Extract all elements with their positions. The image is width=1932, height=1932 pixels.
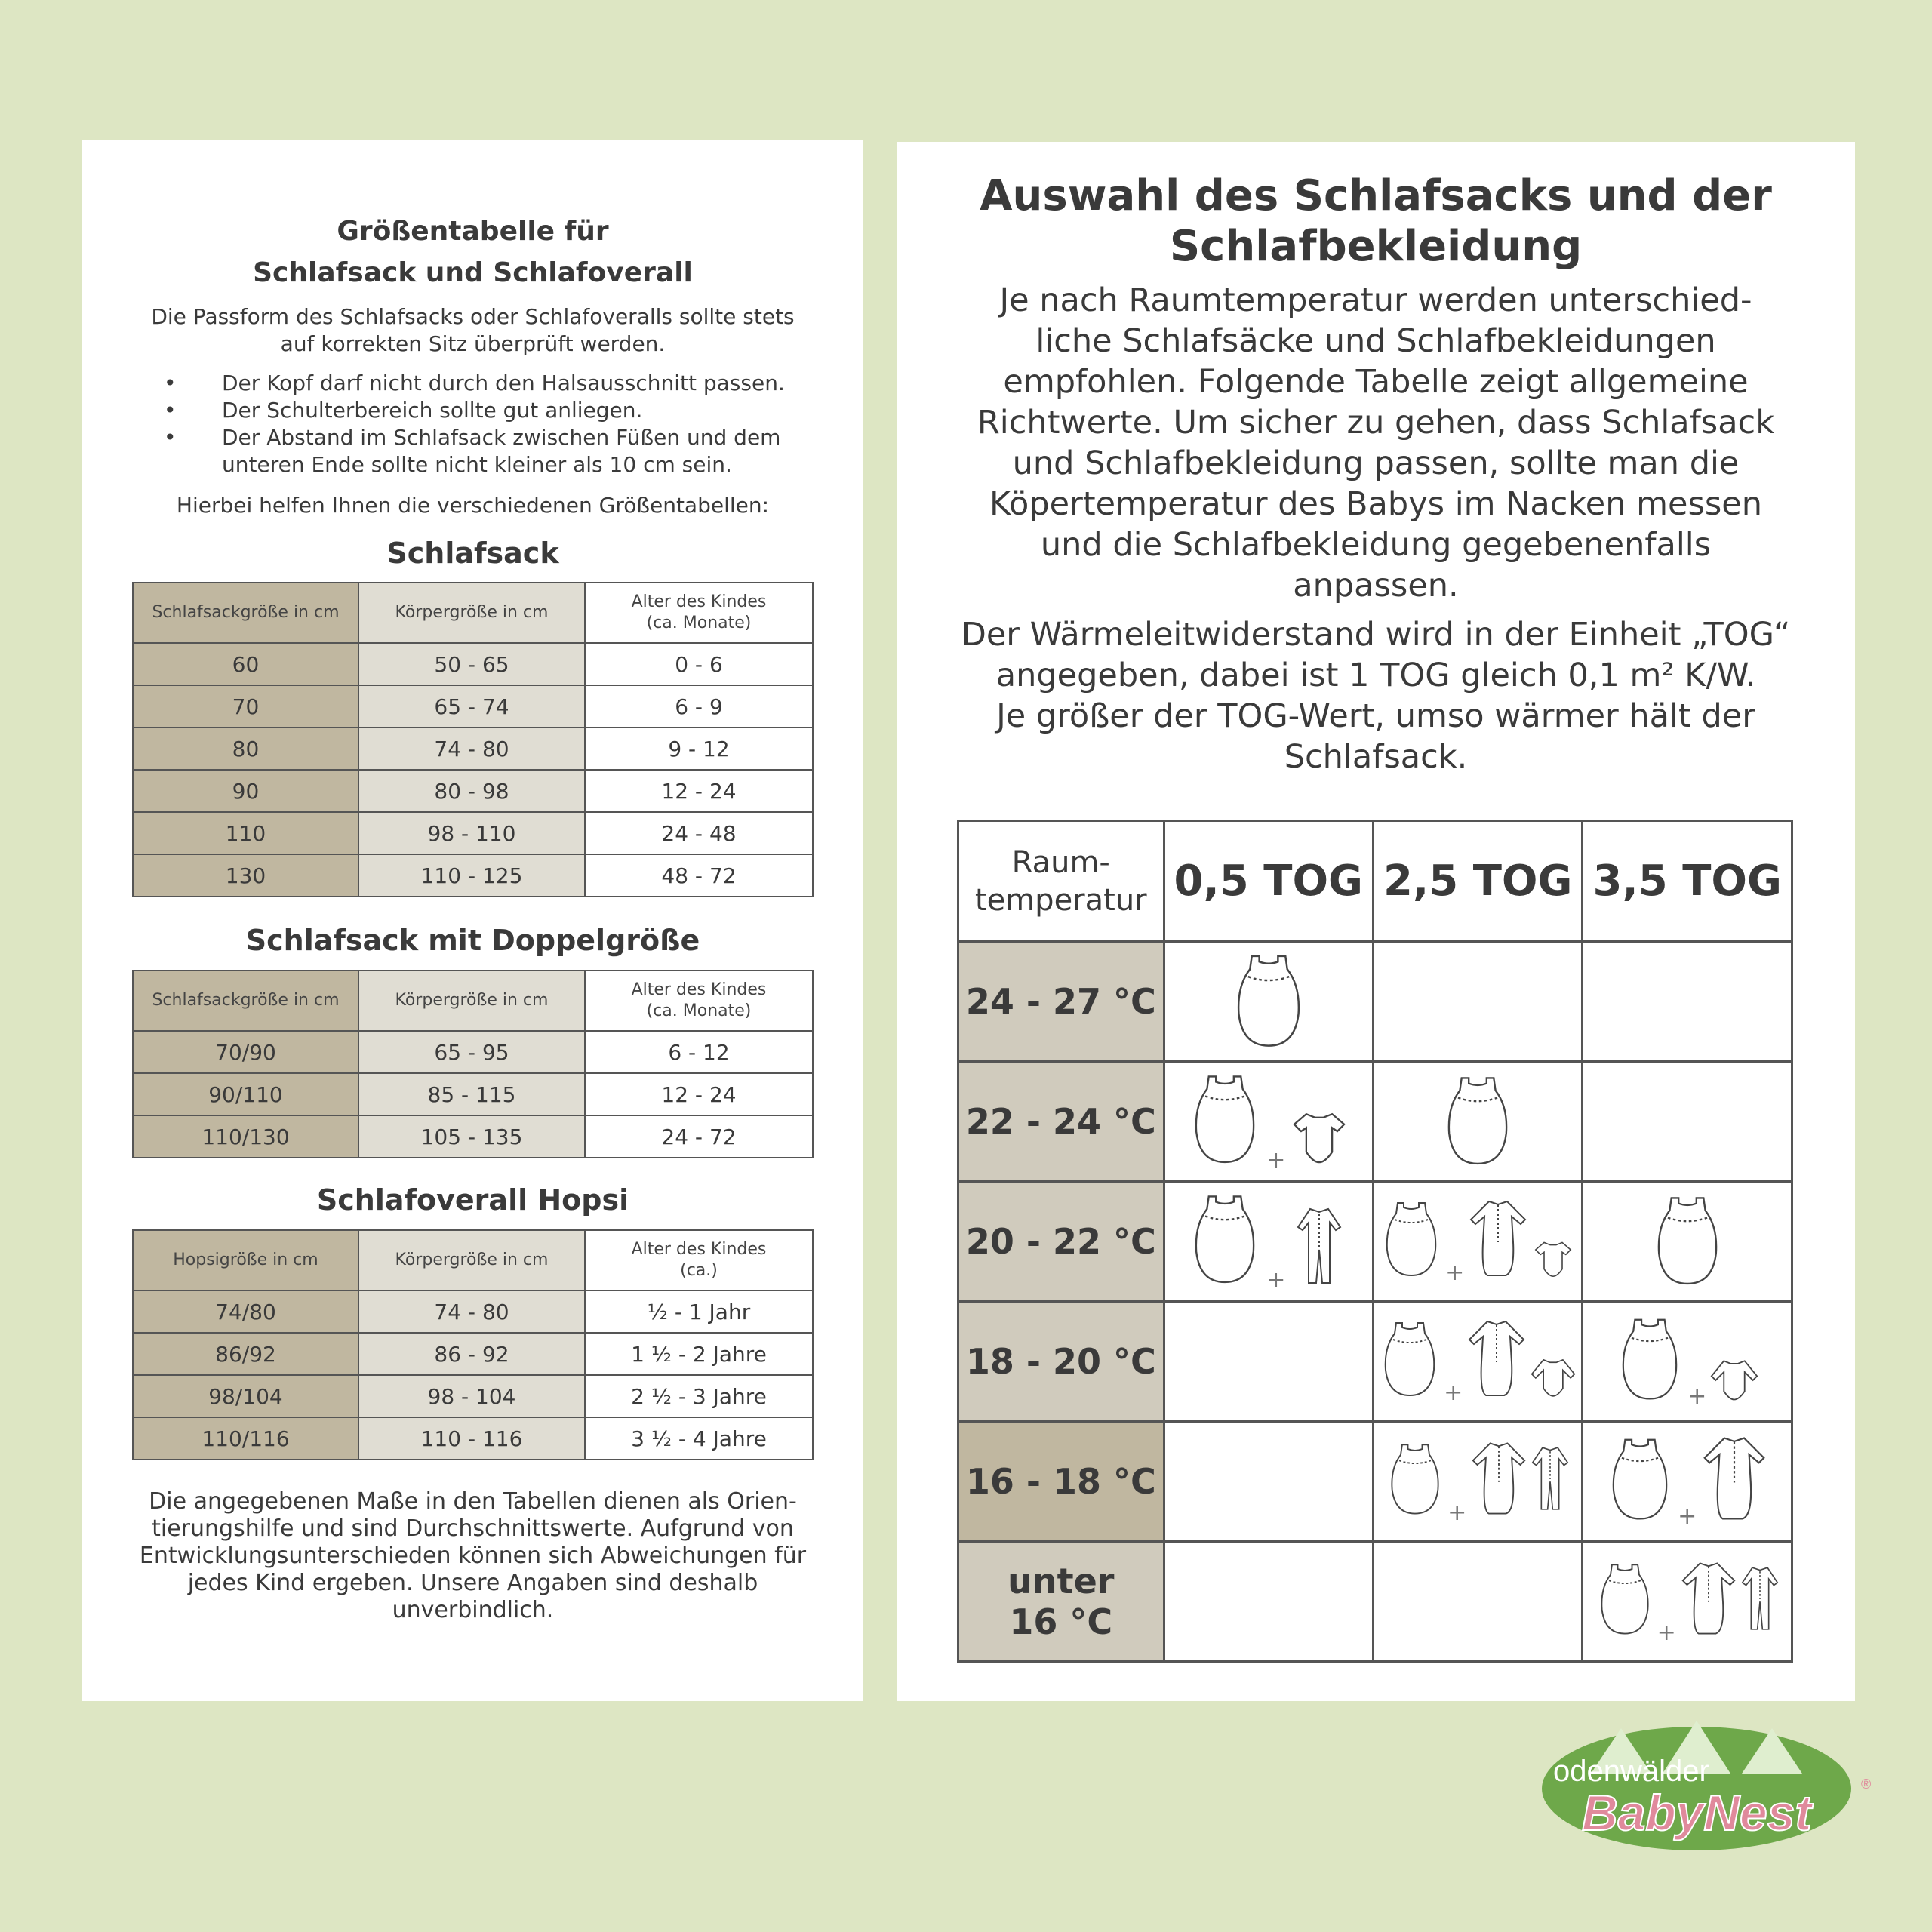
- sleeping-bag-icon: [1380, 1317, 1440, 1400]
- cell: 24 - 48: [585, 812, 813, 854]
- bullet-dot: •: [164, 398, 177, 423]
- temperature-cell: [958, 1422, 1164, 1542]
- sleeping-bag-with-sleeves-icon: [1468, 1197, 1528, 1280]
- table-title-schlafsack: Schlafsack: [386, 537, 559, 570]
- registered-mark: ®: [1861, 1777, 1872, 1792]
- checklist-item: [112, 397, 837, 424]
- cell: 65 - 74: [358, 685, 585, 728]
- cell: 9 - 12: [585, 728, 813, 770]
- cell: [1374, 1062, 1583, 1182]
- sleeping-bag-with-sleeves-icon: [1470, 1437, 1527, 1520]
- header-line: temperatur: [974, 882, 1147, 918]
- sleeping-bag-with-sleeves-icon: [1700, 1433, 1768, 1524]
- temperature-label: 24 - 27 °C: [965, 981, 1156, 1022]
- paragraph-line: Der Wärmeleitwiderstand wird in der Einheit „TOG“: [961, 616, 1791, 654]
- plus-sign: +: [1266, 1147, 1286, 1174]
- plus-sign: +: [1445, 1260, 1465, 1286]
- header-line: (ca. Monate): [646, 614, 752, 632]
- cell: 48 - 72: [585, 854, 813, 897]
- sleeping-bag-icon: [1606, 1433, 1674, 1524]
- table-row: [958, 1182, 1792, 1302]
- column-header: Hopsigröße in cm: [133, 1230, 358, 1291]
- guide-title-line2: Schlafbekleidung: [1169, 222, 1583, 271]
- tog-header-row: [958, 821, 1792, 942]
- sleeping-bag-icon: [1223, 949, 1314, 1051]
- intro-line2: auf korrekten Sitz überprüft werden.: [280, 331, 666, 356]
- cell: [1583, 942, 1792, 1062]
- cell: 85 - 115: [358, 1073, 585, 1115]
- temperature-label: 16 °C: [1009, 1601, 1113, 1642]
- cell: 86/92: [133, 1333, 358, 1375]
- guide-title-line1: Auswahl des Schlafsacks und der: [980, 171, 1772, 220]
- paragraph-line: und die Schlafbekleidung gegebenenfalls: [1040, 526, 1712, 564]
- header-line: Alter des Kindes: [631, 1240, 767, 1259]
- plus-sign: +: [1678, 1503, 1697, 1530]
- sleeping-bag-icon: [1650, 1191, 1725, 1289]
- temperature-cell: [958, 942, 1164, 1062]
- table-row: [958, 1422, 1792, 1542]
- disclaimer-line: Entwicklungsunterschieden können sich Abweichungen für: [139, 1543, 807, 1569]
- cell: 70/90: [133, 1031, 358, 1073]
- cell: 90: [133, 770, 358, 812]
- cell: 86 - 92: [358, 1333, 585, 1375]
- table-row: [133, 1291, 813, 1333]
- cell: ½ - 1 Jahr: [585, 1291, 813, 1333]
- checklist-text: unteren Ende sollte nicht kleiner als 10 cm sein.: [222, 452, 732, 477]
- header-line: Alter des Kindes: [631, 980, 767, 999]
- table-row: [958, 942, 1792, 1062]
- table-header-row: [133, 1230, 813, 1291]
- brand-name-line1: odenwälder: [1553, 1755, 1709, 1788]
- temperature-label: unter: [1008, 1561, 1115, 1601]
- cell: 65 - 95: [358, 1031, 585, 1073]
- paragraph-line: liche Schlafsäcke und Schlafbekleidungen: [1035, 322, 1716, 360]
- cell: [1374, 1422, 1583, 1542]
- sleeping-bag-icon: [1386, 1437, 1444, 1520]
- plus-sign: +: [1266, 1267, 1286, 1294]
- cell: 98 - 110: [358, 812, 585, 854]
- cell: [1583, 1422, 1792, 1542]
- cell: 74 - 80: [358, 1291, 585, 1333]
- table-row: [133, 854, 813, 897]
- plus-sign: +: [1657, 1620, 1676, 1646]
- cell: 98/104: [133, 1375, 358, 1417]
- cell: 50 - 65: [358, 643, 585, 685]
- header-line: Raum-: [1011, 844, 1110, 880]
- checklist-item: [112, 370, 837, 397]
- cell: [1164, 1062, 1373, 1182]
- paragraph-line: anpassen.: [1293, 567, 1459, 605]
- sleeping-bag-icon: [1440, 1071, 1515, 1169]
- tog-table: [957, 820, 1793, 1663]
- cell: 130: [133, 854, 358, 897]
- size-chart-panel: [82, 140, 863, 1701]
- sleeping-bag-icon: [1596, 1557, 1654, 1640]
- bullet-dot: •: [164, 425, 177, 450]
- cell: 80 - 98: [358, 770, 585, 812]
- temperature-label: 22 - 24 °C: [965, 1101, 1156, 1142]
- temperature-cell: [958, 1302, 1164, 1422]
- temperature-label: 20 - 22 °C: [965, 1221, 1156, 1262]
- size-chart-title-line1: Größentabelle für: [337, 216, 609, 247]
- cell: 60: [133, 643, 358, 685]
- table-row: [958, 1542, 1792, 1662]
- table-row: [133, 1417, 813, 1460]
- bullet-dot: •: [164, 371, 177, 395]
- cell: [1583, 1182, 1792, 1302]
- temperature-cell: [958, 1542, 1164, 1662]
- cell: 1 ½ - 2 Jahre: [585, 1333, 813, 1375]
- paragraph-line: Köpertemperatur des Babys im Nacken messen: [989, 485, 1762, 523]
- sleep-overall-icon: [1531, 1437, 1569, 1520]
- paragraph-line: und Schlafbekleidung passen, sollte man die: [1012, 445, 1740, 482]
- table-title-doppelgroesse: Schlafsack mit Doppelgröße: [245, 924, 700, 957]
- cell: 80: [133, 728, 358, 770]
- paragraph-line: empfohlen. Folgende Tabelle zeigt allgemeine: [1003, 363, 1749, 401]
- tog-guide-panel: [897, 142, 1855, 1701]
- paragraph-line: Je nach Raumtemperatur werden unterschied-: [999, 281, 1752, 319]
- cell: [1164, 1422, 1373, 1542]
- temperature-label: 16 - 18 °C: [965, 1461, 1156, 1502]
- cell: 110/116: [133, 1417, 358, 1460]
- size-table-schlafsack: [132, 582, 814, 897]
- cell: 110/130: [133, 1115, 358, 1158]
- cell: 6 - 12: [585, 1031, 813, 1073]
- table-row: [133, 1333, 813, 1375]
- table-row: [133, 685, 813, 728]
- cell: [1374, 1182, 1583, 1302]
- cell: 110 - 125: [358, 854, 585, 897]
- size-table-hopsi: [132, 1229, 814, 1460]
- disclaimer-line: jedes Kind ergeben. Unsere Angaben sind deshalb: [187, 1570, 758, 1596]
- bodysuit-long-sleeve-icon: [1710, 1355, 1758, 1404]
- table-row: [133, 1031, 813, 1073]
- cell: [1583, 1542, 1792, 1662]
- plus-sign: +: [1447, 1500, 1467, 1526]
- cell: 105 - 135: [358, 1115, 585, 1158]
- brand-logo-mark: [1531, 1713, 1885, 1857]
- cell: 74 - 80: [358, 728, 585, 770]
- corner-header: [958, 821, 1164, 942]
- cell: [1164, 1302, 1373, 1422]
- sleep-overall-icon: [1741, 1557, 1779, 1640]
- column-header: Schlafsackgröße in cm: [133, 583, 358, 643]
- fit-checklist: [112, 370, 837, 478]
- brand-logo: [1531, 1713, 1885, 1857]
- cell: [1374, 1302, 1583, 1422]
- size-table-doppelgroesse: [132, 970, 814, 1158]
- cell: 70: [133, 685, 358, 728]
- paragraph-line: angegeben, dabei ist 1 TOG gleich 0,1 m² K/W.: [995, 657, 1756, 694]
- helper-text: Hierbei helfen Ihnen die verschiedenen Größentabellen:: [176, 493, 770, 518]
- header-line: (ca. Monate): [646, 1001, 752, 1020]
- checklist-text: Der Kopf darf nicht durch den Halsausschnitt passen.: [222, 371, 785, 395]
- cell: [1164, 1182, 1373, 1302]
- paragraph-line: Schlafsack.: [1284, 738, 1468, 776]
- cell: 74/80: [133, 1291, 358, 1333]
- temperature-cell: [958, 1062, 1164, 1182]
- cell: 24 - 72: [585, 1115, 813, 1158]
- disclaimer-line: unverbindlich.: [392, 1597, 554, 1623]
- bodysuit-short-sleeve-icon: [1289, 1107, 1349, 1168]
- intro-line1: Die Passform des Schlafsacks oder Schlafoveralls sollte stets: [151, 304, 795, 329]
- cell: 98 - 104: [358, 1375, 585, 1417]
- cell: [1164, 1542, 1373, 1662]
- tog-column-header: 0,5 TOG: [1164, 821, 1373, 942]
- size-chart-title-line2: Schlafsack und Schlafoverall: [253, 257, 693, 288]
- plus-sign: +: [1444, 1380, 1463, 1406]
- sleeping-bag-icon: [1616, 1313, 1684, 1404]
- cell: 12 - 24: [585, 770, 813, 812]
- table-row: [133, 1375, 813, 1417]
- column-header: Körpergröße in cm: [358, 583, 585, 643]
- table-row: [133, 728, 813, 770]
- table-row: [133, 812, 813, 854]
- disclaimer-line: tierungshilfe und sind Durchschnittswerte. Aufgrund von: [152, 1515, 794, 1542]
- table-row: [133, 643, 813, 685]
- column-header: Körpergröße in cm: [358, 1230, 585, 1291]
- sleep-overall-icon: [1289, 1204, 1349, 1287]
- column-header: [585, 971, 813, 1031]
- sleeping-bag-with-sleeves-icon: [1680, 1557, 1737, 1640]
- cell: [1583, 1302, 1792, 1422]
- table-row: [958, 1062, 1792, 1182]
- brand-name-line2: BabyNest: [1582, 1785, 1812, 1841]
- checklist-text: Der Schulterbereich sollte gut anliegen.: [222, 398, 643, 423]
- cell: 90/110: [133, 1073, 358, 1115]
- cell: 12 - 24: [585, 1073, 813, 1115]
- sleeping-bag-icon: [1187, 1069, 1263, 1168]
- column-header: Schlafsackgröße in cm: [133, 971, 358, 1031]
- column-header: Körpergröße in cm: [358, 971, 585, 1031]
- table-header-row: [133, 583, 813, 643]
- table-row: [958, 1302, 1792, 1422]
- bodysuit-short-sleeve-icon: [1532, 1238, 1574, 1280]
- disclaimer-line: Die angegebenen Maße in den Tabellen dienen als Orien-: [149, 1488, 797, 1515]
- checklist-item: [112, 451, 837, 478]
- cell: [1164, 942, 1373, 1062]
- header-line: Alter des Kindes: [631, 592, 767, 611]
- sleeping-bag-with-sleeves-icon: [1466, 1317, 1527, 1400]
- table-row: [133, 1073, 813, 1115]
- plus-sign: +: [1687, 1383, 1707, 1410]
- checklist-text: Der Abstand im Schlafsack zwischen Füßen und dem: [222, 425, 781, 450]
- paragraph-line: Richtwerte. Um sicher zu gehen, dass Schlafsack: [977, 404, 1775, 441]
- tog-column-header: 2,5 TOG: [1374, 821, 1583, 942]
- column-header: [585, 583, 813, 643]
- bodysuit-long-sleeve-icon: [1531, 1355, 1576, 1400]
- cell: 3 ½ - 4 Jahre: [585, 1417, 813, 1460]
- paragraph-line: Je größer der TOG-Wert, umso wärmer hält der: [996, 697, 1755, 735]
- cell: [1583, 1062, 1792, 1182]
- cell: 110: [133, 812, 358, 854]
- cell: [1374, 1542, 1583, 1662]
- cell: 2 ½ - 3 Jahre: [585, 1375, 813, 1417]
- checklist-item: [112, 424, 837, 451]
- cell: [1374, 942, 1583, 1062]
- temperature-cell: [958, 1182, 1164, 1302]
- header-line: (ca.): [680, 1261, 718, 1280]
- guide-paragraph-2: [897, 614, 1855, 777]
- cell: 110 - 116: [358, 1417, 585, 1460]
- table-row: [133, 1115, 813, 1158]
- temperature-label: 18 - 20 °C: [965, 1341, 1156, 1382]
- sleeping-bag-icon: [1381, 1197, 1441, 1280]
- sleeping-bag-icon: [1187, 1189, 1263, 1287]
- cell: 6 - 9: [585, 685, 813, 728]
- guide-paragraph-1: [897, 280, 1855, 606]
- cell: 0 - 6: [585, 643, 813, 685]
- tog-column-header: 3,5 TOG: [1583, 821, 1792, 942]
- disclaimer-note: [135, 1488, 811, 1624]
- table-header-row: [133, 971, 813, 1031]
- column-header: [585, 1230, 813, 1291]
- table-title-hopsi: Schlafoverall Hopsi: [316, 1183, 629, 1217]
- table-row: [133, 770, 813, 812]
